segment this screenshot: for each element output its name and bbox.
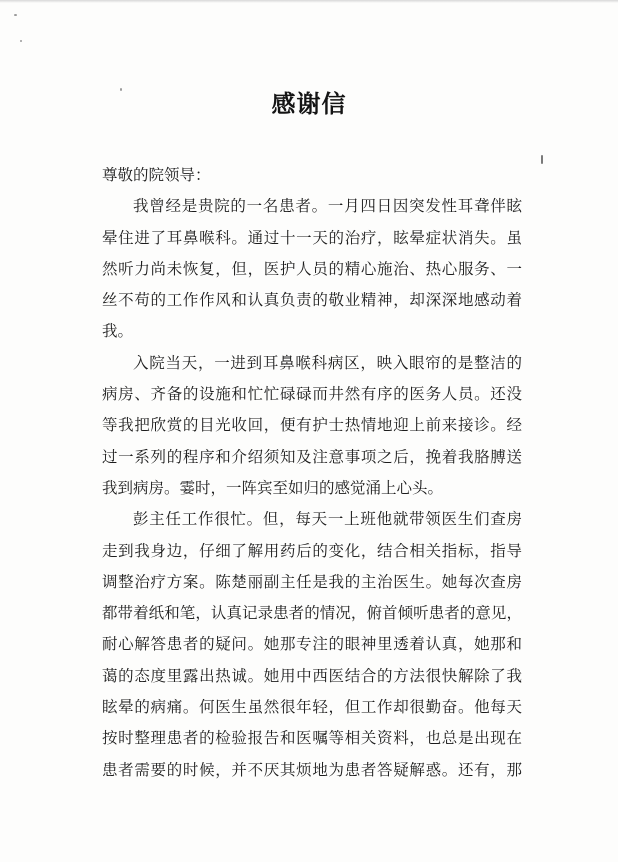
paragraph-line: 我到病房。霎时，一阵宾至如归的感觉涌上心头。	[102, 478, 444, 497]
paragraph-line: 耐心解答患者的疑问。她那专注的眼神里透着认真，她那和	[102, 635, 522, 654]
scan-speck	[541, 155, 543, 164]
paragraph-line: 等我把欣赏的目光收回，便有护士热情地迎上前来接诊。经	[102, 416, 522, 435]
paragraph-line: 眩晕的病痛。何医生虽然很年轻，但工作却很勤奋。他每天	[102, 698, 522, 717]
paragraph-line: 患者需要的时候，并不厌其烦地为患者答疑解惑。还有，那	[102, 760, 522, 779]
paragraph-line: 都带着纸和笔，认真记录患者的情况，俯首倾听患者的意见，	[102, 604, 522, 623]
paragraph-line: 按时整理患者的检验报告和医嘱等相关资料，也总是出现在	[102, 729, 522, 748]
letter-body	[102, 160, 522, 786]
paragraph-line: 我。	[102, 322, 134, 341]
scan-speck	[20, 40, 22, 42]
paragraph-line: 我曾经是贵院的一名患者。一月四日因突发性耳聋伴眩	[133, 197, 522, 216]
paragraph-line: 然听力尚未恢复，但，医护人员的精心施治、热心服务、一	[102, 259, 522, 278]
scan-edge	[0, 0, 618, 3]
paragraph-line: 彭主任工作很忙。但，每天一上班他就带领医生们查房	[133, 510, 522, 529]
scan-speck	[14, 14, 17, 16]
salutation: 尊敬的院领导：	[102, 166, 211, 184]
paragraph-line: 过一系列的程序和介绍须知及注意事项之后，挽着我胳膊送	[102, 447, 522, 466]
paragraph-line: 调整治疗方案。陈楚丽副主任是我的主治医生。她每次查房	[102, 572, 522, 591]
paragraph-line: 病房、齐备的设施和忙忙碌碌而井然有序的医务人员。还没	[102, 385, 522, 404]
paragraph-line: 蔼的态度里露出热诚。她用中西医结合的方法很快解除了我	[102, 666, 522, 685]
paragraph-line: 晕住进了耳鼻喉科。通过十一天的治疗，眩晕症状消失。虽	[102, 228, 522, 247]
letter-title: 感谢信	[271, 90, 347, 118]
paragraph-line: 走到我身边，仔细了解用药后的变化，结合相关指标，指导	[102, 541, 522, 560]
paragraph-line: 入院当天，一进到耳鼻喉科病区，映入眼帘的是整洁的	[133, 353, 522, 372]
paragraph-line: 丝不苟的工作作风和认真负责的敬业精神，却深深地感动着	[102, 291, 522, 310]
